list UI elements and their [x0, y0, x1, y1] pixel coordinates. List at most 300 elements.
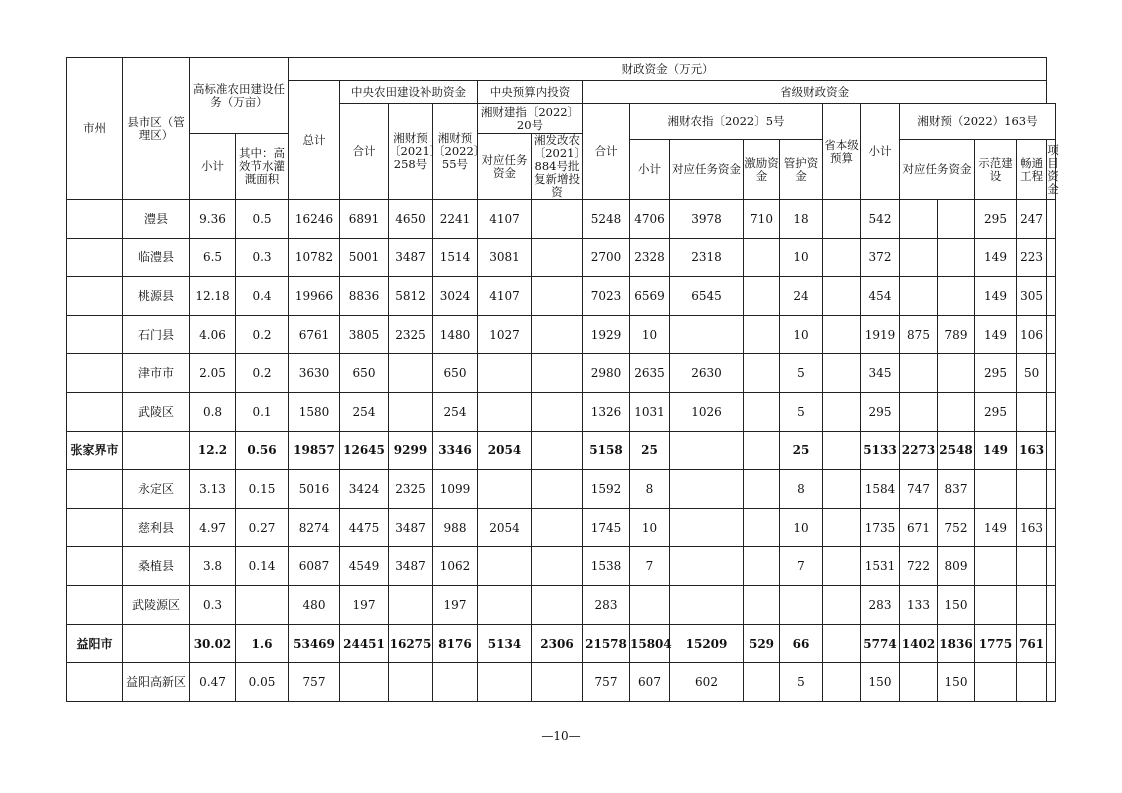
value-cell: 2325 — [389, 315, 433, 354]
value-cell: 6545 — [670, 277, 744, 316]
value-cell: 542 — [861, 200, 900, 239]
value-cell: 0.27 — [236, 508, 289, 547]
value-cell: 150 — [861, 663, 900, 702]
value-cell: 0.2 — [236, 315, 289, 354]
value-cell — [975, 663, 1017, 702]
value-cell — [1047, 238, 1056, 277]
value-cell: 21578 — [583, 624, 630, 663]
value-cell: 8176 — [433, 624, 478, 663]
city-cell — [67, 547, 123, 586]
value-cell: 7 — [780, 547, 823, 586]
value-cell — [900, 354, 938, 393]
value-cell — [1047, 431, 1056, 470]
value-cell: 3.13 — [190, 470, 236, 509]
city-cell — [67, 508, 123, 547]
value-cell: 757 — [583, 663, 630, 702]
value-cell — [670, 470, 744, 509]
value-cell — [823, 431, 861, 470]
value-cell: 149 — [975, 431, 1017, 470]
value-cell — [744, 586, 780, 625]
county-cell: 津市市 — [123, 354, 190, 393]
county-cell: 武陵区 — [123, 393, 190, 432]
value-cell: 5 — [780, 354, 823, 393]
header-fiscal: 财政资金（万元） — [289, 58, 1047, 81]
value-cell: 9299 — [389, 431, 433, 470]
value-cell: 3630 — [289, 354, 340, 393]
value-cell: 1514 — [433, 238, 478, 277]
value-cell: 1099 — [433, 470, 478, 509]
county-cell: 澧县 — [123, 200, 190, 239]
value-cell: 106 — [1017, 315, 1047, 354]
value-cell: 4.06 — [190, 315, 236, 354]
value-cell — [744, 277, 780, 316]
value-cell: 722 — [900, 547, 938, 586]
value-cell: 3978 — [670, 200, 744, 239]
value-cell: 875 — [900, 315, 938, 354]
value-cell — [938, 200, 975, 239]
value-cell: 4.97 — [190, 508, 236, 547]
value-cell — [389, 354, 433, 393]
value-cell — [1017, 393, 1047, 432]
value-cell — [532, 431, 583, 470]
header-provincial: 省级财政资金 — [583, 81, 1047, 104]
value-cell: 66 — [780, 624, 823, 663]
value-cell: 1836 — [938, 624, 975, 663]
value-cell: 752 — [938, 508, 975, 547]
value-cell — [744, 470, 780, 509]
county-cell: 临澧县 — [123, 238, 190, 277]
value-cell: 2630 — [670, 354, 744, 393]
value-cell — [1047, 470, 1056, 509]
value-cell — [389, 586, 433, 625]
value-cell: 149 — [975, 315, 1017, 354]
value-cell: 10 — [630, 315, 670, 354]
county-cell: 桃源县 — [123, 277, 190, 316]
value-cell — [744, 547, 780, 586]
table-row — [67, 508, 1056, 547]
value-cell: 4650 — [389, 200, 433, 239]
table-row — [67, 431, 1056, 470]
value-cell — [744, 315, 780, 354]
value-cell — [670, 431, 744, 470]
value-cell: 150 — [938, 586, 975, 625]
value-cell — [670, 315, 744, 354]
value-cell: 5134 — [478, 624, 532, 663]
value-cell: 710 — [744, 200, 780, 239]
value-cell — [744, 354, 780, 393]
value-cell: 1929 — [583, 315, 630, 354]
county-cell: 石门县 — [123, 315, 190, 354]
county-cell: 武陵源区 — [123, 586, 190, 625]
value-cell: 5001 — [340, 238, 389, 277]
value-cell: 283 — [583, 586, 630, 625]
value-cell — [389, 663, 433, 702]
value-cell: 0.05 — [236, 663, 289, 702]
value-cell: 2700 — [583, 238, 630, 277]
value-cell: 0.2 — [236, 354, 289, 393]
city-cell — [67, 238, 123, 277]
header-xcy2022-163: 湘财预（2022）163号 — [900, 104, 1056, 140]
value-cell: 5 — [780, 393, 823, 432]
value-cell — [1017, 586, 1047, 625]
value-cell: 5016 — [289, 470, 340, 509]
header-central-task-fund: 对应任务资金 — [478, 134, 532, 200]
value-cell: 10 — [630, 508, 670, 547]
header-central-budget: 中央预算内投资 — [478, 81, 583, 104]
city-cell — [67, 354, 123, 393]
value-cell: 345 — [861, 354, 900, 393]
value-cell: 6.5 — [190, 238, 236, 277]
value-cell: 5774 — [861, 624, 900, 663]
city-cell — [67, 277, 123, 316]
value-cell: 2273 — [900, 431, 938, 470]
table-row — [67, 354, 1056, 393]
value-cell — [744, 238, 780, 277]
value-cell: 0.5 — [236, 200, 289, 239]
value-cell: 1062 — [433, 547, 478, 586]
value-cell: 6891 — [340, 200, 389, 239]
value-cell: 6761 — [289, 315, 340, 354]
value-cell: 602 — [670, 663, 744, 702]
value-cell — [1017, 547, 1047, 586]
value-cell — [823, 200, 861, 239]
value-cell: 24 — [780, 277, 823, 316]
value-cell — [823, 238, 861, 277]
value-cell — [340, 663, 389, 702]
value-cell: 1531 — [861, 547, 900, 586]
value-cell — [938, 393, 975, 432]
value-cell: 761 — [1017, 624, 1047, 663]
value-cell — [389, 393, 433, 432]
table-row — [67, 200, 1056, 239]
value-cell: 3346 — [433, 431, 478, 470]
table-row — [67, 470, 1056, 509]
value-cell: 0.1 — [236, 393, 289, 432]
fund-table — [66, 57, 1059, 702]
value-cell: 2318 — [670, 238, 744, 277]
value-cell — [780, 586, 823, 625]
value-cell — [823, 354, 861, 393]
value-cell — [532, 315, 583, 354]
table-row — [67, 393, 1056, 432]
value-cell: 4475 — [340, 508, 389, 547]
value-cell — [823, 315, 861, 354]
value-cell: 2.05 — [190, 354, 236, 393]
value-cell: 1580 — [289, 393, 340, 432]
header-sub2-task-fund: 对应任务资金 — [900, 140, 975, 200]
value-cell: 8 — [780, 470, 823, 509]
value-cell: 24451 — [340, 624, 389, 663]
value-cell — [532, 470, 583, 509]
city-cell: 益阳市 — [67, 624, 123, 663]
value-cell: 10 — [780, 238, 823, 277]
header-county: 县市区（管理区） — [123, 58, 190, 200]
table-header — [67, 58, 1059, 200]
value-cell: 3487 — [389, 508, 433, 547]
value-cell: 1592 — [583, 470, 630, 509]
value-cell — [630, 586, 670, 625]
value-cell: 6569 — [630, 277, 670, 316]
header-prov-level-budget: 省本级预算 — [823, 104, 861, 200]
value-cell: 757 — [289, 663, 340, 702]
table-row — [67, 315, 1056, 354]
value-cell: 1031 — [630, 393, 670, 432]
value-cell: 650 — [340, 354, 389, 393]
value-cell: 12.2 — [190, 431, 236, 470]
value-cell — [1047, 624, 1056, 663]
county-cell: 永定区 — [123, 470, 190, 509]
value-cell — [975, 586, 1017, 625]
header-smooth: 畅通工程 — [1017, 140, 1047, 200]
value-cell: 15804 — [630, 624, 670, 663]
value-cell — [900, 277, 938, 316]
value-cell: 5812 — [389, 277, 433, 316]
value-cell: 1326 — [583, 393, 630, 432]
value-cell: 2548 — [938, 431, 975, 470]
value-cell — [532, 200, 583, 239]
value-cell — [478, 354, 532, 393]
value-cell: 50 — [1017, 354, 1047, 393]
value-cell — [1047, 315, 1056, 354]
header-xfg2021-884: 湘发改农〔2021〕884号批复新增投资 — [532, 134, 583, 200]
value-cell: 2054 — [478, 508, 532, 547]
value-cell: 295 — [861, 393, 900, 432]
value-cell: 1480 — [433, 315, 478, 354]
header-xcy2021-258: 湘财预〔2021〕258号 — [389, 104, 433, 200]
county-cell: 桑植县 — [123, 547, 190, 586]
value-cell — [532, 508, 583, 547]
table-row — [67, 238, 1056, 277]
city-cell — [67, 470, 123, 509]
city-cell — [67, 393, 123, 432]
value-cell: 5 — [780, 663, 823, 702]
value-cell — [532, 393, 583, 432]
value-cell: 15209 — [670, 624, 744, 663]
value-cell: 8274 — [289, 508, 340, 547]
value-cell — [1047, 508, 1056, 547]
value-cell: 4107 — [478, 200, 532, 239]
header-project-fund: 项目资金 — [1047, 140, 1056, 200]
value-cell: 3424 — [340, 470, 389, 509]
value-cell — [532, 354, 583, 393]
value-cell — [478, 586, 532, 625]
value-cell: 0.15 — [236, 470, 289, 509]
value-cell: 2325 — [389, 470, 433, 509]
value-cell — [744, 393, 780, 432]
header-central-sum: 合计 — [340, 104, 389, 200]
value-cell: 283 — [861, 586, 900, 625]
value-cell: 372 — [861, 238, 900, 277]
value-cell: 1026 — [670, 393, 744, 432]
value-cell — [900, 238, 938, 277]
value-cell — [823, 624, 861, 663]
value-cell: 671 — [900, 508, 938, 547]
value-cell: 1745 — [583, 508, 630, 547]
value-cell: 12645 — [340, 431, 389, 470]
city-cell — [67, 586, 123, 625]
value-cell — [823, 663, 861, 702]
value-cell: 295 — [975, 354, 1017, 393]
value-cell — [1047, 277, 1056, 316]
value-cell: 3487 — [389, 547, 433, 586]
header-incentive: 激励资金 — [744, 140, 780, 200]
value-cell: 607 — [630, 663, 670, 702]
city-cell — [67, 663, 123, 702]
value-cell — [938, 354, 975, 393]
header-task-water: 其中：高效节水灌溉面积 — [236, 134, 289, 200]
value-cell — [478, 470, 532, 509]
value-cell: 7 — [630, 547, 670, 586]
value-cell: 254 — [340, 393, 389, 432]
header-task-subtotal: 小计 — [190, 134, 236, 200]
city-cell — [67, 200, 123, 239]
value-cell — [744, 663, 780, 702]
header-xcj2022-20: 湘财建指〔2022〕20号 — [478, 104, 583, 134]
value-cell: 0.8 — [190, 393, 236, 432]
value-cell: 197 — [433, 586, 478, 625]
value-cell: 5133 — [861, 431, 900, 470]
value-cell: 1027 — [478, 315, 532, 354]
table-row — [67, 586, 1056, 625]
value-cell — [823, 508, 861, 547]
value-cell: 150 — [938, 663, 975, 702]
value-cell — [1047, 586, 1056, 625]
value-cell: 0.14 — [236, 547, 289, 586]
header-xcy2022-55: 湘财预〔2022〕55号 — [433, 104, 478, 200]
header-sub-task-fund: 对应任务资金 — [670, 140, 744, 200]
value-cell: 1.6 — [236, 624, 289, 663]
value-cell: 1538 — [583, 547, 630, 586]
city-cell — [67, 315, 123, 354]
value-cell — [1017, 470, 1047, 509]
county-cell — [123, 431, 190, 470]
value-cell — [433, 663, 478, 702]
value-cell: 247 — [1017, 200, 1047, 239]
value-cell: 2306 — [532, 624, 583, 663]
value-cell: 18 — [780, 200, 823, 239]
value-cell — [938, 238, 975, 277]
value-cell — [823, 393, 861, 432]
header-prov-sum: 合计 — [583, 104, 630, 200]
value-cell: 305 — [1017, 277, 1047, 316]
value-cell: 2980 — [583, 354, 630, 393]
value-cell: 4549 — [340, 547, 389, 586]
value-cell — [532, 277, 583, 316]
header-demo: 示范建设 — [975, 140, 1017, 200]
value-cell — [744, 508, 780, 547]
value-cell: 650 — [433, 354, 478, 393]
header-task: 高标准农田建设任务（万亩） — [190, 58, 289, 134]
value-cell — [1047, 200, 1056, 239]
value-cell — [670, 508, 744, 547]
header-sub2-subtotal: 小计 — [861, 104, 900, 200]
value-cell — [1047, 663, 1056, 702]
county-cell — [123, 624, 190, 663]
value-cell: 2241 — [433, 200, 478, 239]
value-cell: 2054 — [478, 431, 532, 470]
value-cell: 480 — [289, 586, 340, 625]
value-cell: 8836 — [340, 277, 389, 316]
value-cell: 3081 — [478, 238, 532, 277]
value-cell — [670, 586, 744, 625]
value-cell: 5158 — [583, 431, 630, 470]
value-cell: 149 — [975, 277, 1017, 316]
value-cell: 223 — [1017, 238, 1047, 277]
value-cell: 1919 — [861, 315, 900, 354]
header-city: 市州 — [67, 58, 123, 200]
value-cell — [975, 547, 1017, 586]
value-cell — [900, 393, 938, 432]
value-cell — [532, 547, 583, 586]
value-cell — [744, 431, 780, 470]
value-cell: 454 — [861, 277, 900, 316]
value-cell: 12.18 — [190, 277, 236, 316]
value-cell: 1775 — [975, 624, 1017, 663]
value-cell — [532, 663, 583, 702]
value-cell: 2635 — [630, 354, 670, 393]
value-cell — [236, 586, 289, 625]
value-cell: 16246 — [289, 200, 340, 239]
value-cell — [532, 238, 583, 277]
value-cell: 9.36 — [190, 200, 236, 239]
value-cell: 4107 — [478, 277, 532, 316]
value-cell: 30.02 — [190, 624, 236, 663]
value-cell: 747 — [900, 470, 938, 509]
value-cell: 16275 — [389, 624, 433, 663]
table-row — [67, 663, 1056, 702]
value-cell: 1735 — [861, 508, 900, 547]
value-cell: 809 — [938, 547, 975, 586]
value-cell — [1047, 547, 1056, 586]
value-cell: 1402 — [900, 624, 938, 663]
header-sub-subtotal: 小计 — [630, 140, 670, 200]
value-cell: 0.4 — [236, 277, 289, 316]
value-cell: 3805 — [340, 315, 389, 354]
value-cell: 0.3 — [190, 586, 236, 625]
value-cell: 4706 — [630, 200, 670, 239]
value-cell: 10 — [780, 315, 823, 354]
value-cell — [478, 663, 532, 702]
value-cell: 10782 — [289, 238, 340, 277]
value-cell: 789 — [938, 315, 975, 354]
value-cell — [823, 547, 861, 586]
value-cell — [1017, 663, 1047, 702]
value-cell: 837 — [938, 470, 975, 509]
value-cell: 3.8 — [190, 547, 236, 586]
value-cell: 6087 — [289, 547, 340, 586]
table-row — [67, 547, 1056, 586]
value-cell — [532, 586, 583, 625]
value-cell — [1047, 393, 1056, 432]
city-cell: 张家界市 — [67, 431, 123, 470]
header-total: 总计 — [289, 81, 340, 200]
value-cell: 2328 — [630, 238, 670, 277]
value-cell: 988 — [433, 508, 478, 547]
value-cell: 1584 — [861, 470, 900, 509]
value-cell: 19857 — [289, 431, 340, 470]
header-central-subsidy: 中央农田建设补助资金 — [340, 81, 478, 104]
value-cell — [975, 470, 1017, 509]
value-cell — [670, 547, 744, 586]
county-cell: 益阳高新区 — [123, 663, 190, 702]
value-cell: 163 — [1017, 431, 1047, 470]
value-cell: 3024 — [433, 277, 478, 316]
value-cell: 254 — [433, 393, 478, 432]
value-cell: 163 — [1017, 508, 1047, 547]
page-number: —10— — [541, 729, 581, 743]
value-cell: 149 — [975, 238, 1017, 277]
value-cell: 197 — [340, 586, 389, 625]
